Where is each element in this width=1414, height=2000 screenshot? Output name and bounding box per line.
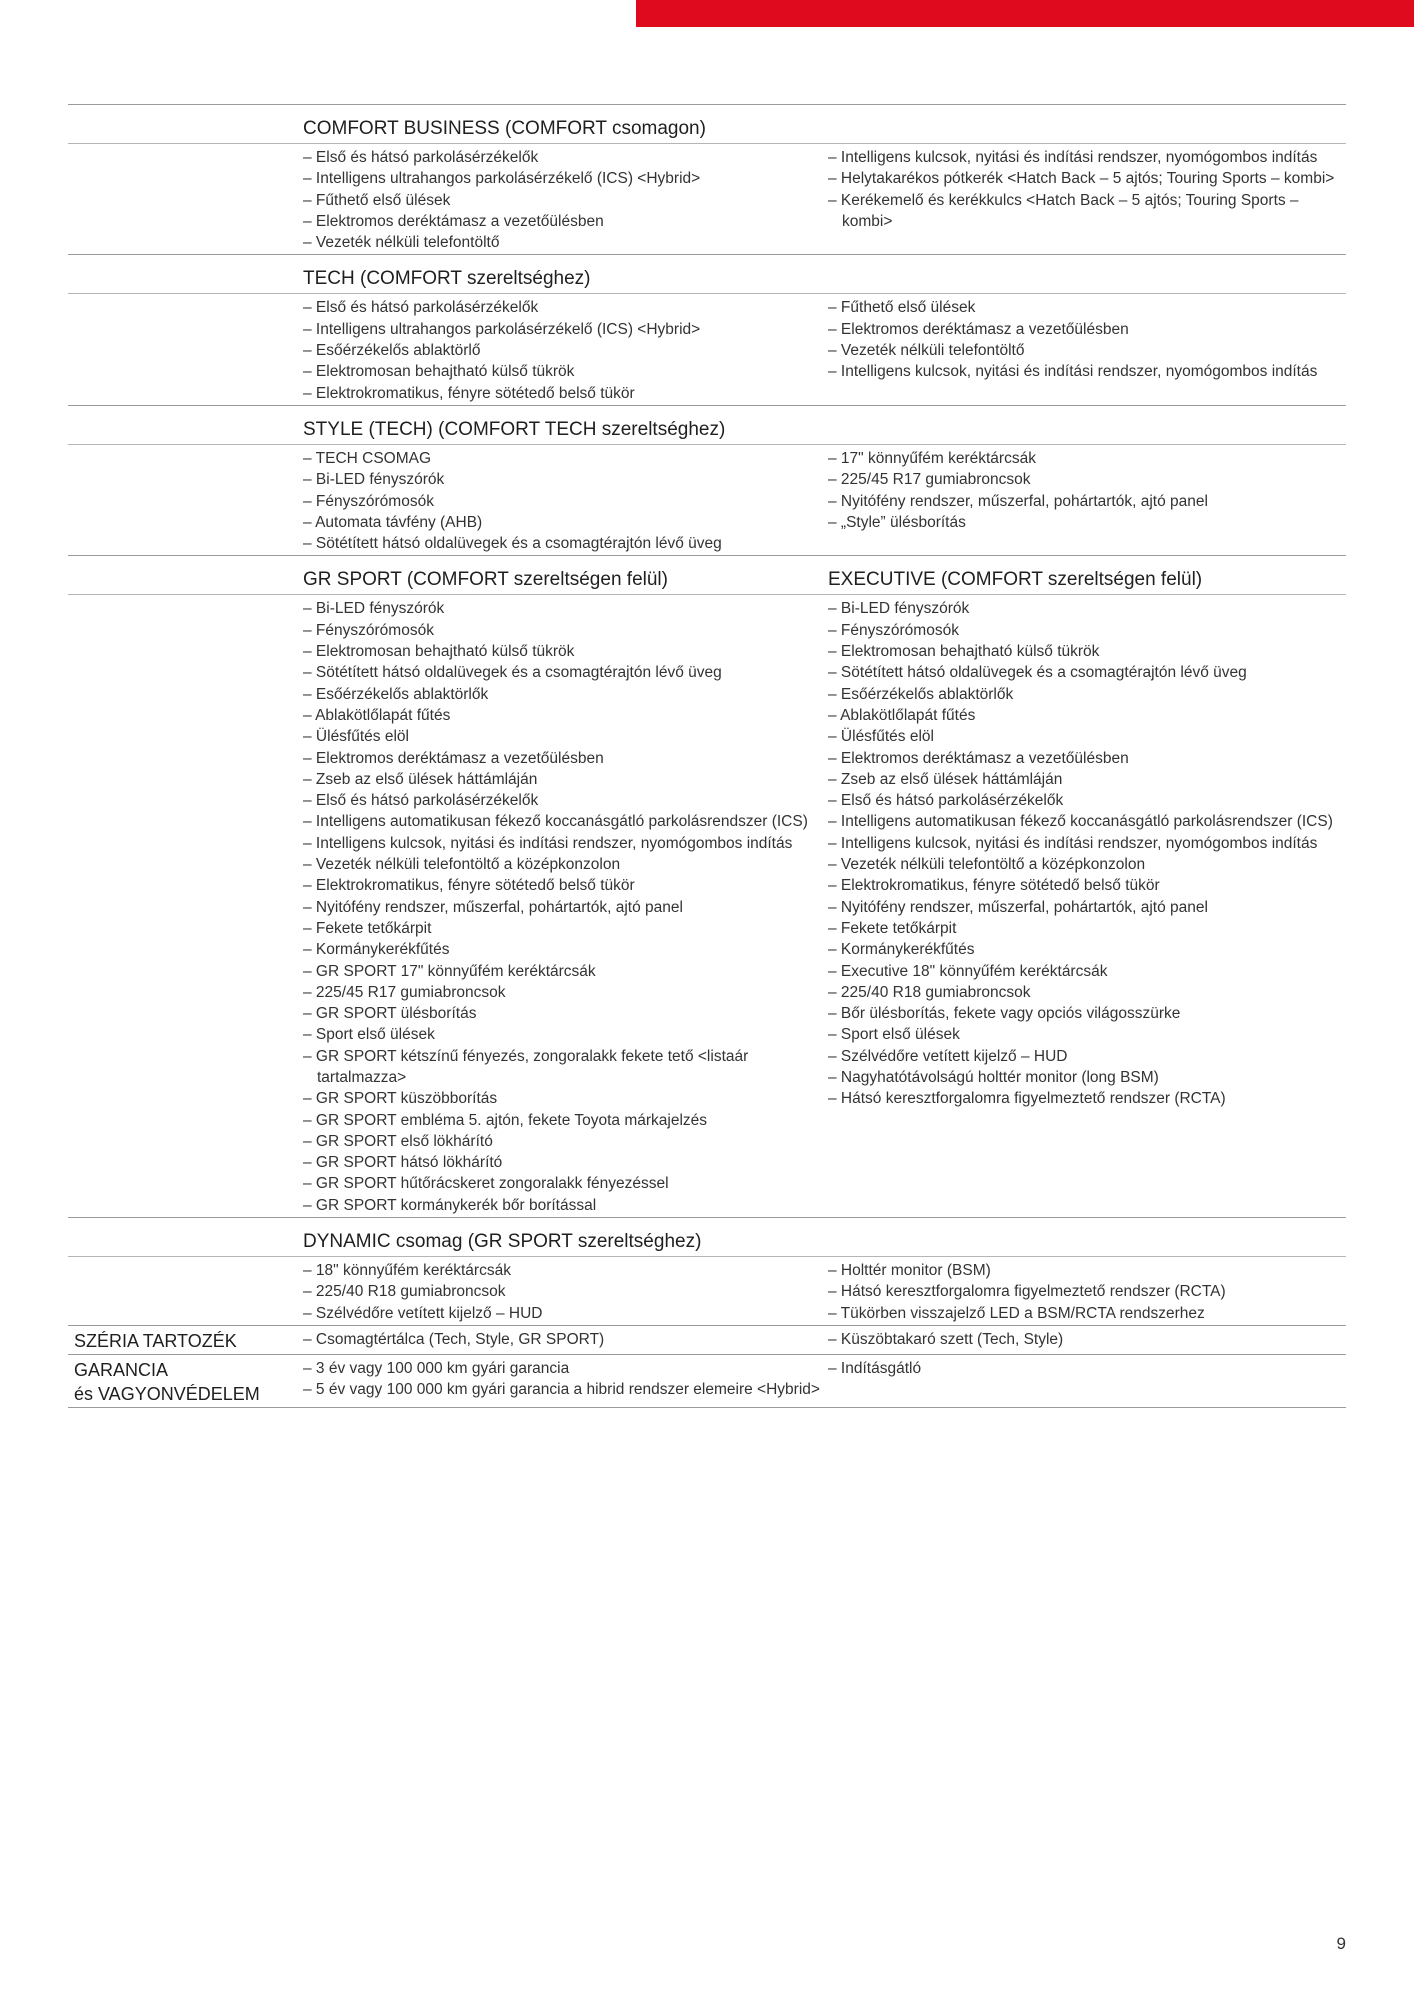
feature-item: – 225/45 R17 gumiabroncsok [303,983,506,1001]
feature-item: – Ablakötlőlapát fűtés [828,706,976,724]
row-label-line: és VAGYONVÉDELEM [74,1383,260,1404]
section-body [68,143,1346,254]
package-title-secondary [828,291,1346,293]
feature-item: – Elektromosan behajtható külső tükrök [303,643,575,661]
feature-item: – Vezeték nélküli telefontöltő a középkonzolon [303,856,621,874]
feature-column-left [303,598,828,1216]
feature-item: – Hátsó keresztforgalomra figyelmeztető rendszer (RCTA) [828,1283,1226,1301]
feature-item: – Tükörben visszajelző LED a BSM/RCTA rendszerhez [828,1304,1205,1322]
feature-item: – Elektrokromatikus, fényre sötétedő belső tükör [303,384,635,402]
package-section [68,405,1346,555]
section-header [68,105,1346,143]
section-body [68,1326,1346,1354]
feature-item: – 225/45 R17 gumiabroncsok [828,471,1031,489]
feature-item: – Fekete tetőkárpit [303,919,432,937]
feature-list [303,1260,828,1324]
feature-item: – Első és hátsó parkolásérzékelők [828,792,1064,810]
feature-column-right [828,147,1346,253]
feature-item: – GR SPORT ülésborítás [303,1005,477,1023]
feature-item: – 18" könnyűfém keréktárcsák [303,1262,511,1280]
feature-item: – 225/40 R18 gumiabroncsok [303,1283,506,1301]
feature-item: – Küszöbtakaró szett (Tech, Style) [828,1330,1064,1348]
feature-item: – Intelligens kulcsok, nyitási és indítási rendszer, nyomógombos indítás [828,363,1318,381]
feature-column-left [303,1358,828,1406]
feature-item: – Sötétített hátsó oldalüvegek és a csomagtérajtón lévő üveg [303,535,722,553]
feature-item: – Sötétített hátsó oldalüvegek és a csomagtérajtón lévő üveg [303,664,722,682]
section-body [68,1355,1346,1407]
feature-item: – GR SPORT hátsó lökhárító [303,1154,503,1172]
feature-item: – Fényszórómosók [303,492,434,510]
feature-item: – Sötétített hátsó oldalüvegek és a csomagtérajtón lévő üveg [828,664,1247,682]
feature-item: – Vezeték nélküli telefontöltő a középkonzolon [828,856,1146,874]
package-section [68,1325,1346,1354]
feature-item: – Intelligens automatikusan fékező koccanásgátló parkolásrendszer (ICS) [303,813,808,831]
row-label [68,1260,303,1324]
row-label [68,297,303,403]
feature-item: – Vezeték nélküli telefontöltő [303,234,500,252]
feature-list [828,448,1346,533]
section-body [68,1256,1346,1325]
feature-list [828,1260,1346,1324]
feature-item: – Executive 18" könnyűfém keréktárcsák [828,962,1108,980]
feature-item: – Intelligens ultrahangos parkolásérzékelő (ICS) <Hybrid> [303,320,701,338]
feature-item: – GR SPORT kormánykerék bőr borítással [303,1196,597,1214]
feature-item: – Elektromos deréktámasz a vezetőülésben [303,749,604,767]
section-body [68,444,1346,555]
feature-item: – Első és hátsó parkolásérzékelők [303,792,539,810]
feature-list [828,598,1346,1109]
feature-list [303,147,828,253]
package-title: STYLE (TECH) (COMFORT TECH szereltséghez) [303,418,726,440]
feature-item: – Kerékemelő és kerékkulcs <Hatch Back – 5 ajtós; Touring Sports – kombi> [828,191,1299,230]
feature-list [303,297,828,403]
feature-item: – Intelligens ultrahangos parkolásérzékelő (ICS) <Hybrid> [303,170,701,188]
feature-item: – Esőérzékelős ablaktörlők [828,685,1014,703]
package-title: TECH (COMFORT szereltséghez) [303,268,591,290]
row-label [68,147,303,253]
feature-item: – GR SPORT kétszínű fényezés, zongoralakk fekete tető <listaár tartalmazza> [303,1047,749,1086]
row-label-line: GARANCIA [74,1359,169,1380]
page-number: 9 [1336,1934,1346,1953]
feature-list [828,297,1346,382]
section-header [68,406,1346,444]
feature-item: – Hátsó keresztforgalomra figyelmeztető rendszer (RCTA) [828,1090,1226,1108]
feature-item: – GR SPORT küszöbborítás [303,1090,498,1108]
feature-item: – Szélvédőre vetített kijelző – HUD [303,1304,543,1322]
feature-item: – Bi-LED fényszórók [828,600,970,618]
package-title-secondary [828,141,1346,143]
row-label [68,598,303,1216]
feature-list [303,1358,828,1401]
feature-item: – Esőérzékelős ablaktörlők [303,685,489,703]
feature-item: – Intelligens automatikusan fékező koccanásgátló parkolásrendszer (ICS) [828,813,1333,831]
feature-item: – Vezeték nélküli telefontöltő [828,342,1025,360]
section-body [68,293,1346,404]
section-header [68,556,1346,594]
package-title: COMFORT BUSINESS (COMFORT csomagon) [303,118,706,139]
feature-item: – GR SPORT 17" könnyűfém keréktárcsák [303,962,596,980]
feature-list [303,598,828,1216]
feature-item: – Fűthető első ülések [828,299,976,317]
feature-item: – GR SPORT embléma 5. ajtón, fekete Toyota márkajelzés [303,1111,708,1129]
package-title: GR SPORT (COMFORT szereltségen felül) [303,569,668,591]
feature-column-right [828,297,1346,403]
feature-item: – Ülésfűtés elöl [828,728,934,746]
feature-item: – Intelligens kulcsok, nyitási és indítási rendszer, nyomógombos indítás [303,834,793,852]
row-label [68,448,303,554]
feature-column-left [303,297,828,403]
feature-item: – Helytakarékos pótkerék <Hatch Back – 5 ajtós; Touring Sports – kombi> [828,170,1335,188]
feature-item: – 17" könnyűfém keréktárcsák [828,449,1036,467]
feature-item: – Zseb az első ülések háttámláján [828,770,1063,788]
package-title-secondary [828,442,1346,444]
feature-item: – Ablakötlőlapát fűtés [303,706,451,724]
feature-item: – Fényszórómosók [303,621,434,639]
feature-item: – Csomagtértálca (Tech, Style, GR SPORT) [303,1330,605,1348]
feature-column-right [828,1329,1346,1353]
feature-item: – Automata távfény (AHB) [303,513,483,531]
feature-item: – Bőr ülésborítás, fekete vagy opciós világosszürke [828,1005,1181,1023]
feature-item: – Bi-LED fényszórók [303,600,445,618]
feature-item: – Elektrokromatikus, fényre sötétedő belső tükör [303,877,635,895]
feature-column-left [303,1260,828,1324]
package-section [68,1217,1346,1325]
feature-item: – Nyitófény rendszer, műszerfal, pohártartók, ajtó panel [828,898,1208,916]
feature-column-right [828,1260,1346,1324]
feature-item: – Nyitófény rendszer, műszerfal, pohártartók, ajtó panel [303,898,683,916]
feature-item: – GR SPORT első lökhárító [303,1132,493,1150]
feature-item: – Kormánykerékfűtés [303,941,450,959]
equipment-table [68,104,1346,1408]
top-accent-bar [636,0,1414,27]
feature-item: – Fűthető első ülések [303,191,451,209]
feature-item: – Elektromosan behajtható külső tükrök [828,643,1100,661]
feature-item: – 225/40 R18 gumiabroncsok [828,983,1031,1001]
feature-column-left [303,147,828,253]
feature-item: – Fényszórómosók [828,621,959,639]
package-section [68,555,1346,1217]
package-title-secondary: EXECUTIVE (COMFORT szereltségen felül) [828,569,1203,591]
section-header [68,1218,1346,1256]
feature-item: – Intelligens kulcsok, nyitási és indítási rendszer, nyomógombos indítás [828,149,1318,166]
feature-item: – Intelligens kulcsok, nyitási és indítási rendszer, nyomógombos indítás [828,834,1318,852]
feature-column-right [828,598,1346,1216]
feature-item: – Nyitófény rendszer, műszerfal, pohártartók, ajtó panel [828,492,1208,510]
package-title-secondary [828,1254,1346,1256]
feature-list [828,147,1346,232]
package-section [68,104,1346,254]
section-header [68,255,1346,293]
feature-item: – Első és hátsó parkolásérzékelők [303,149,539,166]
package-section [68,1354,1346,1408]
feature-item: – Esőérzékelős ablaktörlő [303,342,481,360]
feature-item: – TECH CSOMAG [303,449,432,467]
feature-list [303,448,828,554]
row-label-line: SZÉRIA TARTOZÉK [74,1330,237,1351]
feature-item: – Zseb az első ülések háttámláján [303,770,538,788]
feature-item: – Elektromos deréktámasz a vezetőülésben [828,320,1129,338]
feature-item: – Nagyhatótávolságú holttér monitor (long BSM) [828,1068,1159,1086]
package-section [68,254,1346,404]
feature-item: – Sport első ülések [828,1026,960,1044]
feature-column-right [828,448,1346,554]
feature-item: – „Style” ülésborítás [828,513,966,531]
feature-column-right [828,1358,1346,1406]
feature-item: – Fekete tetőkárpit [828,919,957,937]
feature-list [303,1329,828,1350]
feature-item: – Elektrokromatikus, fényre sötétedő belső tükör [828,877,1160,895]
feature-item: – Szélvédőre vetített kijelző – HUD [828,1047,1068,1065]
feature-item: – GR SPORT hűtőrácskeret zongoralakk fényezéssel [303,1175,669,1193]
package-title: DYNAMIC csomag (GR SPORT szereltséghez) [303,1231,702,1253]
feature-item: – 5 év vagy 100 000 km gyári garancia a hibrid rendszer elemeire <Hybrid> [303,1381,820,1399]
section-body [68,594,1346,1217]
row-label [68,1329,303,1353]
feature-item: – 3 év vagy 100 000 km gyári garancia [303,1359,570,1377]
feature-list [828,1329,1346,1350]
feature-list [828,1358,1346,1379]
feature-item: – Bi-LED fényszórók [303,471,445,489]
feature-item: – Sport első ülések [303,1026,435,1044]
feature-item: – Holttér monitor (BSM) [828,1262,991,1280]
feature-item: – Elektromos deréktámasz a vezetőülésben [828,749,1129,767]
row-label [68,1358,303,1406]
feature-item: – Első és hátsó parkolásérzékelők [303,299,539,317]
feature-item: – Elektromos deréktámasz a vezetőülésben [303,212,604,230]
feature-item: – Kormánykerékfűtés [828,941,975,959]
feature-item: – Ülésfűtés elöl [303,728,409,746]
feature-column-left [303,448,828,554]
feature-item: – Elektromosan behajtható külső tükrök [303,363,575,381]
feature-column-left [303,1329,828,1353]
feature-item: – Indításgátló [828,1359,922,1377]
